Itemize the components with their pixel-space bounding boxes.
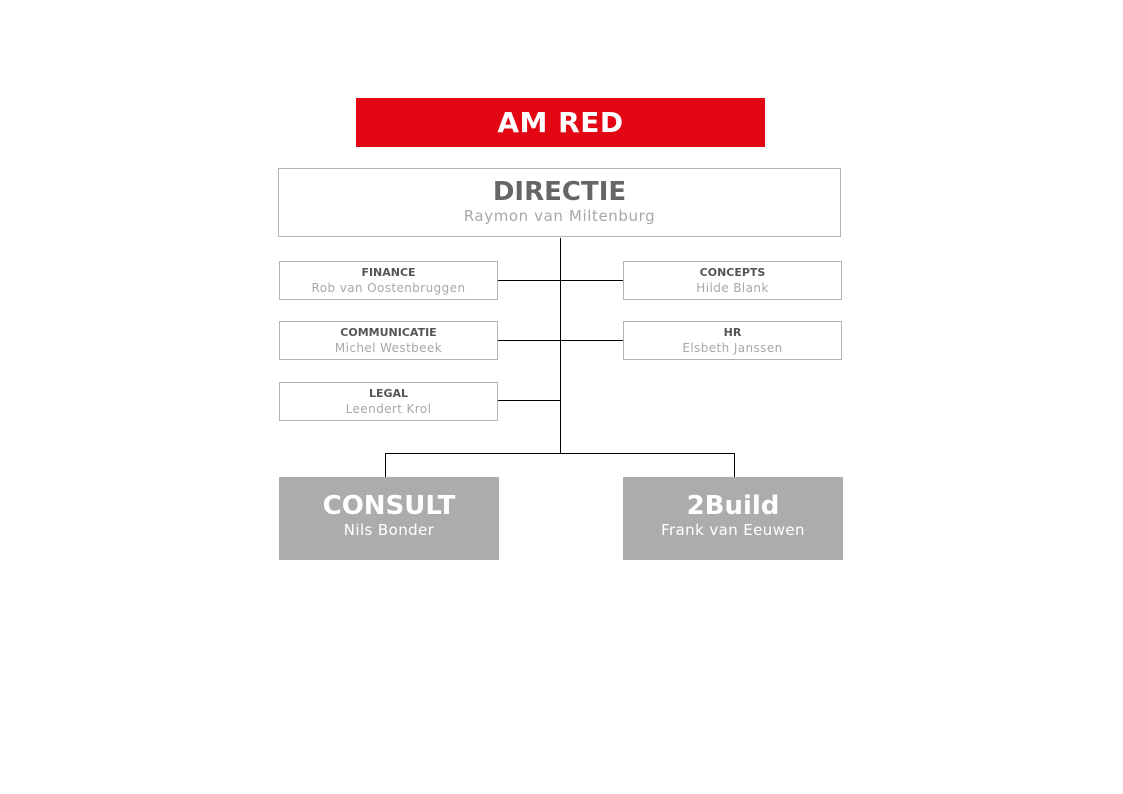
org-title-banner (356, 98, 765, 147)
build-drop-line (734, 453, 735, 477)
dept-title: LEGAL (368, 387, 409, 400)
unit-name: Frank van Eeuwen (661, 521, 805, 539)
hr-connector (561, 340, 623, 341)
main-trunk-line (560, 238, 561, 453)
communicatie-connector (498, 340, 560, 341)
concepts-connector (561, 280, 623, 281)
dept-name: Michel Westbeek (334, 341, 443, 355)
dept-title: COMMUNICATIE (340, 326, 437, 339)
dept-concepts (623, 261, 842, 300)
directie-name: Raymon van Miltenburg (463, 207, 656, 225)
dept-name: Elsbeth Janssen (682, 341, 783, 355)
unit-title: 2Build (686, 491, 780, 521)
unit-name: Nils Bonder (343, 521, 435, 539)
dept-communicatie (279, 321, 498, 360)
dept-legal (279, 382, 498, 421)
dept-name: Rob van Oostenbruggen (311, 281, 466, 295)
org-title: AM RED (497, 106, 624, 139)
finance-connector (498, 280, 560, 281)
consult-drop-line (385, 453, 386, 477)
units-horizontal-line (385, 453, 735, 454)
unit-consult (279, 477, 499, 560)
directie-title: DIRECTIE (492, 177, 627, 207)
legal-connector (498, 400, 560, 401)
dept-finance (279, 261, 498, 300)
dept-title: HR (723, 326, 742, 339)
dept-hr (623, 321, 842, 360)
dept-name: Hilde Blank (696, 281, 769, 295)
dept-name: Leendert Krol (345, 402, 432, 416)
dept-title: CONCEPTS (699, 266, 766, 279)
unit-2build (623, 477, 843, 560)
unit-title: CONSULT (322, 491, 456, 521)
dept-title: FINANCE (361, 266, 416, 279)
directie-box (278, 168, 841, 237)
